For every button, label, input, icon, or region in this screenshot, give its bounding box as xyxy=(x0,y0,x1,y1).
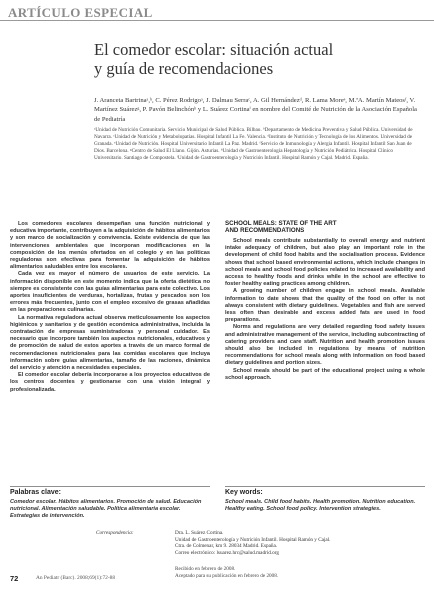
abstract-en-paragraph: A growing number of children engage in school meals. Available information to date shows that the quality of the food on offer is not always consistent with dietary guidelines. Vegetables and fish are served less often than desirable and excess added fats are used in food preparations. xyxy=(225,288,425,324)
page-number: 72 xyxy=(10,574,19,583)
correspondence-line: Ctra. de Colmenar, km 9. 28034 Madrid. España. xyxy=(175,543,278,550)
english-heading-line-2: AND RECOMMENDATIONS xyxy=(225,227,305,235)
keywords-es-heading: Palabras clave: xyxy=(10,489,61,496)
article-title xyxy=(94,40,414,78)
abstract-en-paragraph: School meals contribute substantially to overall energy and nutrient intake adequacy of children, but also play an important role in the development of child food habits and the socialisation process. Evidence shows that school based environmental actions, which include changes in school meals and school food policies related to increased availability and access to healthy foods and drinks while in the school are effective to foster healthy eating practices among children. xyxy=(225,238,425,288)
accepted-date: Aceptado para su publicación en febrero de 2008. xyxy=(175,572,279,579)
abstract-es-paragraph: Los comedores escolares desempeñan una función nutricional y educativa importante, contribuyen a la adquisición de hábitos alimentarios y son marco de socialización y convivencia. Existe evidencia de que las intervenciones ambientales que incorporan modificaciones en la composición de los menús ofertados en el colegio y en las políticas reguladoras son efectivas para fomentar la adquisición de hábitos alimentarios saludables entre los escolares. xyxy=(10,221,210,271)
correspondence-email[interactable]: Correo electrónico: lsuarez.hrc@salud.madrid.org xyxy=(175,549,279,556)
authors: J. Aranceta Bartrinaᵃ,ᵇ, C. Pérez Rodrigoᵃ, J. Dalmau Serraᶜ, A. Gil Hernándezᵈ, R. Lama Moreᵉ, M.ªA. Martín Mateosᶠ, V. Martínez Suárezᵍ, P. Pavón Belinchónʰ y L. Suárez Cortinaⁱ en nombre del Comité de Nutrición de la Asociación Española de Pediatría xyxy=(94,97,417,123)
dates xyxy=(175,566,420,579)
affiliations: ᵃUnidad de Nutrición Comunitaria. Servicio Municipal de Salud Pública. Bilbao. ᵇDepartamento de Medicina Preventiva y Salud Pública. Universidad de Navarra. ᶜUnidad de Nutrición y Metabolopatías. Hospital Infantil La Fe. Valencia. ᵈInstituto de Nutrición y Tecnología de los Alimentos. Universidad de Granada. ᵉUnidad de Nutrición. Hospital Universitario Infantil La Paz. Madrid. ᶠServicio de Inmunología y Alergia Infantil. Hospital Infantil San Juan de Dios. Barcelona. ᵍCentro de Salud El Llano. Gijón. Asturias. ʰUnidad de Gastroenterología Hepatología y Nutrición Pediátrica. Hospital Clínico Universitario. Santiago de Compostela. ⁱUnidad de Gastroenterología y Nutrición Infantil. Hospital Ramón y Cajal. Madrid. España. xyxy=(94,127,413,161)
keywords-es-text: Comedor escolar. Hábitos alimentarios. Promoción de salud. Educación nutricional. Alimentación saludable. Política alimentaria escolar. Estrategias de intervención. xyxy=(10,499,202,520)
title-line-2: y guía de recomendaciones xyxy=(94,59,274,78)
abstract-en-paragraph: Norms and regulations are very detailed regarding food safety issues and administrative management of the service, including subcontracting of catering providers and care staff. Nutrition and health promotion issues should also be included in regulations by means of nutrition recommendations for school meals along with information on food based dietary guidelines and portion sizes. xyxy=(225,324,425,367)
correspondence-label: Correspondencia: xyxy=(96,530,134,536)
abstract-english xyxy=(225,238,425,382)
header-rule xyxy=(0,20,434,21)
correspondence-line: Dra. L. Suárez Cortina. xyxy=(175,530,224,536)
english-heading-line-1: SCHOOL MEALS: STATE OF THE ART xyxy=(225,220,337,227)
abstract-spanish xyxy=(10,221,210,394)
correspondence-line: Unidad de Gastroenterología y Nutrición Infantil. Hospital Ramón y Cajal. xyxy=(175,536,331,543)
keywords-en-heading: Key words: xyxy=(225,489,263,496)
abstract-es-paragraph: La normativa reguladora actual observa meticulosamente los aspectos higiénicos y sanitarios y de gestión económica administrativa, incluida la contratación de empresas suministradoras y personal cuidador. Es necesario que incorpore también los aspectos nutricionales, educativos y de promoción de salud de estos aportes a través de un marco formal de recomendaciones nutricionales para las comidas escolares que incluya información sobre guías alimentarias, tamaño de las raciones, dinámica del servicio y atención a necesidades especiales. xyxy=(10,314,210,372)
title-line-1: El comedor escolar: situación actual xyxy=(94,40,334,59)
abstract-en-paragraph: School meals should be part of the educational project using a whole school approach. xyxy=(225,367,425,381)
section-label: ARTÍCULO ESPECIAL xyxy=(8,5,153,20)
abstract-es-paragraph: El comedor escolar debería incorporarse a los proyectos educativos de los centros docentes y gestionarse con una visión integral y profesionalizada. xyxy=(10,372,210,393)
keywords-es-rule xyxy=(10,486,210,487)
abstract-es-paragraph: Cada vez es mayor el número de usuarios de este servicio. La información disponible en este momento indica que la oferta dietética no siempre es consistente con las guías alimentarias para este colectivo. Los aportes insuficientes de verduras, hortalizas, frutas y pescados son los errores más frecuentes, junto con el empleo excesivo de grasas añadidas en las preparaciones culinarias. xyxy=(10,271,210,314)
english-abstract-heading xyxy=(225,220,425,235)
correspondence-block xyxy=(175,530,420,556)
keywords-en-text: School meals. Child food habits. Health promotion. Nutrition education. Healthy eating. School food policy. Intervention strategies. xyxy=(225,499,416,513)
journal-citation: An Pediatr (Barc). 2008;69(1):72-88 xyxy=(36,575,116,581)
received-date: Recibido en febrero de 2008. xyxy=(175,566,236,572)
keywords-en-rule xyxy=(225,486,425,487)
